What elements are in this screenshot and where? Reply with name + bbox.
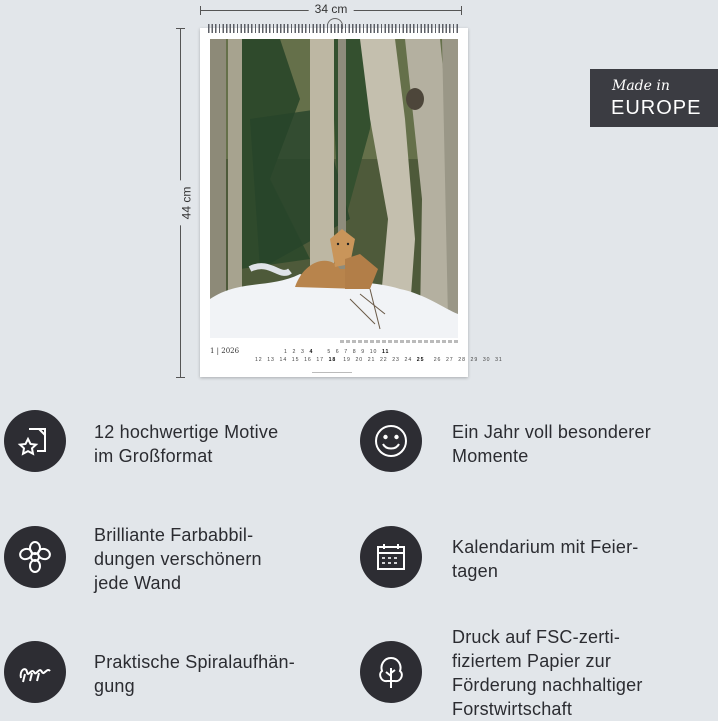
- day: 16: [304, 357, 312, 363]
- day: 25: [416, 357, 425, 363]
- width-dimension: [200, 4, 462, 18]
- day: 11: [382, 349, 390, 355]
- day: 15: [291, 357, 300, 363]
- day: 26: [433, 357, 442, 363]
- smiley-icon: [360, 410, 422, 472]
- feature-fsc: [360, 627, 643, 721]
- calendar-days-row: [255, 357, 503, 363]
- star-image-icon: [4, 410, 66, 472]
- badge-line2: EUROPE: [611, 97, 702, 119]
- feature-text: Brilliante Farbabbil- dungen verschönern jede Wand: [94, 525, 262, 593]
- day: 22: [380, 357, 388, 363]
- feature-holidays: [360, 526, 638, 588]
- day: 9: [361, 349, 366, 355]
- day: 12: [255, 357, 263, 363]
- tree-icon: [360, 641, 422, 703]
- day: 31: [495, 357, 503, 363]
- badge-line1: Made in: [612, 78, 670, 94]
- feature-text: Ein Jahr voll besonderer Momente: [452, 422, 651, 466]
- day: 17: [316, 357, 324, 363]
- lynx-photo: [210, 39, 458, 338]
- day: 8: [352, 349, 357, 355]
- day: 2: [292, 349, 297, 355]
- day: 6: [335, 349, 340, 355]
- width-label: 34 cm: [309, 2, 354, 16]
- made-in-europe-badge: [590, 69, 718, 127]
- flower-icon: [4, 526, 66, 588]
- day: 5: [327, 349, 332, 355]
- day: 29: [470, 357, 479, 363]
- spiral-icon: [4, 641, 66, 703]
- day: 3: [300, 349, 305, 355]
- spiral-binding: [208, 24, 460, 33]
- height-label: 44 cm: [179, 181, 193, 226]
- feature-text: Kalendarium mit Feier- tagen: [452, 537, 639, 581]
- day: 19: [343, 357, 351, 363]
- day: 14: [279, 357, 288, 363]
- day: 23: [392, 357, 400, 363]
- day: 30: [482, 357, 491, 363]
- day: 10: [369, 349, 378, 355]
- feature-colors: [4, 526, 262, 595]
- day: 7: [344, 349, 349, 355]
- calendar-icon: [360, 526, 422, 588]
- photo-caption-line: [340, 340, 458, 343]
- day: 24: [404, 357, 413, 363]
- feature-moments: [360, 410, 651, 472]
- feature-text: Druck auf FSC-zerti- fiziertem Papier zur Förderung nachhaltiger Forstwirtschaft: [452, 627, 643, 719]
- day: 20: [355, 357, 364, 363]
- height-dimension: [172, 28, 194, 378]
- feature-text: 12 hochwertige Motive im Großformat: [94, 422, 279, 466]
- calendar-month: 1 | 2026: [210, 347, 240, 355]
- calendar-preview: [200, 28, 503, 377]
- day: 28: [458, 357, 466, 363]
- day: 18: [328, 357, 337, 363]
- feature-text: Praktische Spiralaufhän- gung: [94, 652, 295, 696]
- day: 27: [446, 357, 454, 363]
- day: 4: [309, 349, 314, 355]
- feature-spiral: [4, 641, 295, 703]
- feature-motifs: [4, 410, 278, 472]
- day: 13: [267, 357, 275, 363]
- day: 1: [284, 349, 288, 355]
- day: 21: [367, 357, 376, 363]
- calendar-days-row-top: [284, 349, 389, 355]
- calendar-footer-line: [312, 372, 352, 373]
